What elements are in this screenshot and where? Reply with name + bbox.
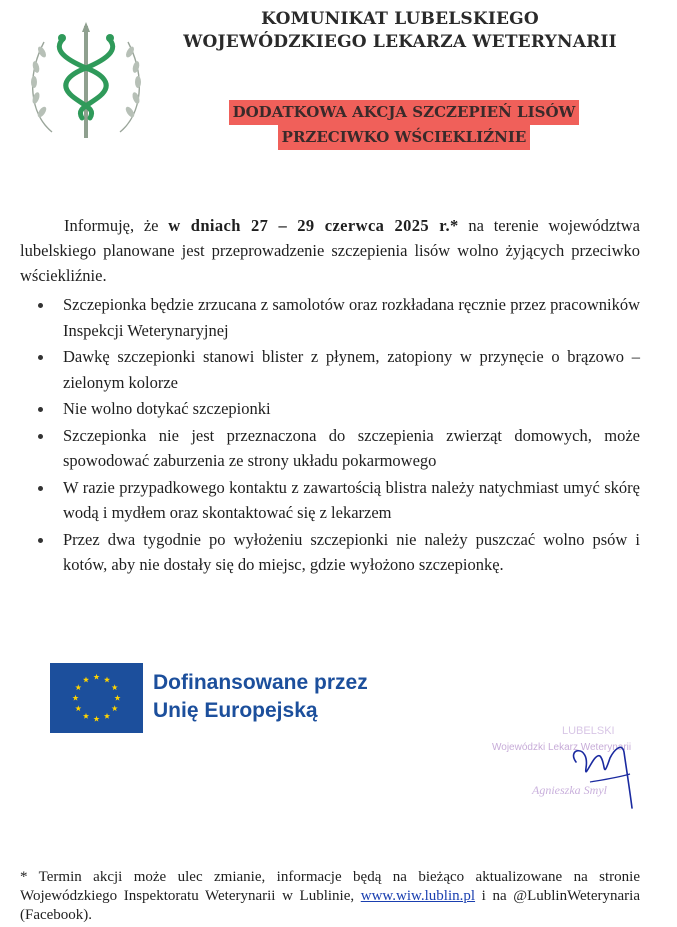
header-title-line2: WOJEWÓDZKIEGO LEKARZA WETERYNARII xyxy=(183,32,617,52)
list-item: Przez dwa tygodnie po wyłożeniu szczepionki nie należy puszczać wolno psów i kotów, aby nie dostały się do miejsc, gdzie wyłożono szczepionkę. xyxy=(20,527,640,578)
bullet-dot-icon xyxy=(38,355,43,360)
footnote-text: * Termin akcji może ulec zmianie, informacje będą na bieżąco aktualizowane na stronie Wojewódzkiego Inspektoratu Weterynarii w Lublinie, xyxy=(20,869,640,904)
eu-text xyxy=(153,669,368,725)
subject-line1: DODATKOWA AKCJA SZCZEPIEŃ LISÓW xyxy=(229,100,580,125)
intro-paragraph xyxy=(20,213,640,288)
list-item: Nie wolno dotykać szczepionki xyxy=(20,396,640,422)
eu-text-line1: Dofinansowane przez xyxy=(153,671,368,694)
footnote xyxy=(20,868,640,925)
header-title-line1: KOMUNIKAT LUBELSKIEGO xyxy=(261,9,539,29)
document-header xyxy=(150,8,650,54)
bullet-dot-icon xyxy=(38,538,43,543)
bullet-dot-icon xyxy=(38,407,43,412)
footnote-text2: i na @LublinWeterynaria (Facebook). xyxy=(20,888,640,923)
list-item: W razie przypadkowego kontaktu z zawartością blistra należy natychmiast umyć skórę wodą i mydłem oraz skontaktować się z lekarzem xyxy=(20,475,640,526)
signature-icon xyxy=(490,722,660,822)
list-item: Szczepionka będzie zrzucana z samolotów oraz rozkładana ręcznie przez pracowników Inspekcji Weterynaryjnej xyxy=(20,292,640,343)
list-item: Szczepionka nie jest przeznaczona do szczepienia zwierząt domowych, może spowodować zaburzenia ze strony układu pokarmowego xyxy=(20,423,640,474)
list-item: Dawkę szczepionki stanowi blister z płynem, zatopiony w przynęcie o brązowo – zielonym kolorze xyxy=(20,344,640,395)
bullet-dot-icon xyxy=(38,434,43,439)
bullet-dot-icon xyxy=(38,303,43,308)
eu-flag-icon xyxy=(50,663,143,733)
stamp-line2: Wojewódzki Lekarz Weterynarii xyxy=(492,742,632,753)
intro-suffix: na terenie województwa lubelskiego planowane jest przeprowadzenie szczepienia lisów wolno żyjących przeciwko wściekliźnie. xyxy=(20,216,640,285)
intro-prefix: Informuję, że xyxy=(64,216,169,235)
highlighted-subject xyxy=(214,100,594,150)
subject-line2: PRZECIWKO WŚCIEKLIŹNIE xyxy=(278,125,531,150)
veterinary-caduceus-logo-icon xyxy=(22,22,150,144)
website-link[interactable]: www.wiw.lublin.pl xyxy=(360,888,476,904)
info-bullet-list xyxy=(20,292,640,579)
eu-text-line2: Unię Europejską xyxy=(153,699,318,722)
bullet-dot-icon xyxy=(38,486,43,491)
eu-cofinancing-logo xyxy=(50,663,390,733)
stamp-line1: LUBELSKI xyxy=(562,725,615,737)
stamp-name: Agnieszka Smyl xyxy=(532,783,607,797)
intro-date: w dniach 27 – 29 czerwca 2025 r.* xyxy=(168,216,459,235)
